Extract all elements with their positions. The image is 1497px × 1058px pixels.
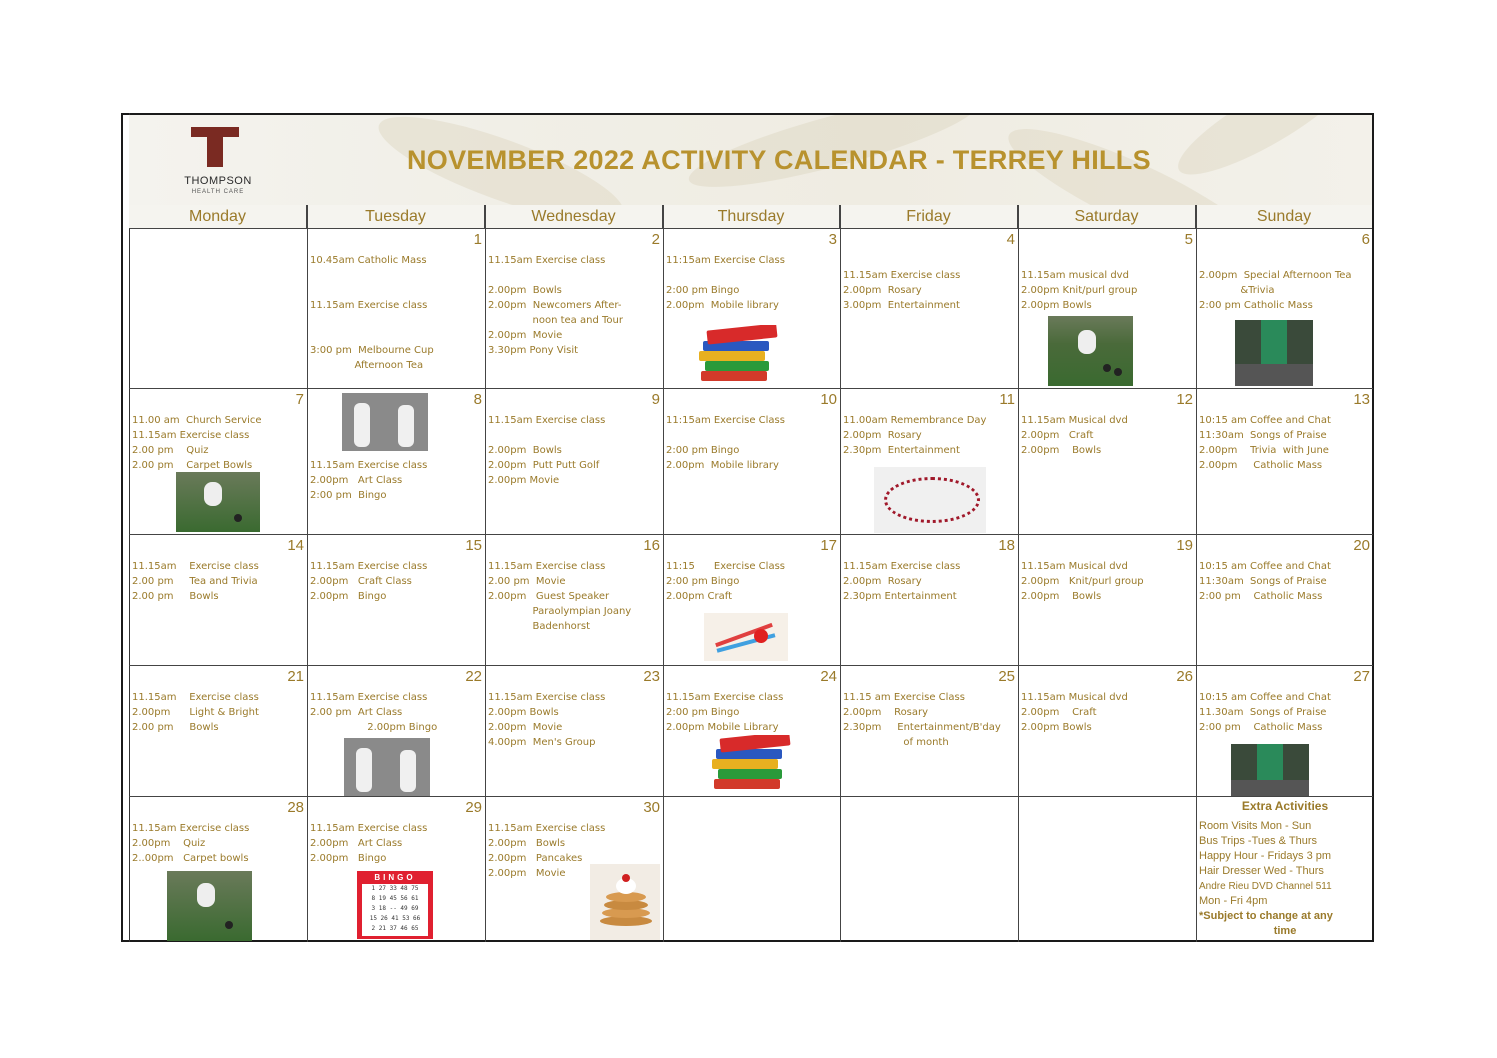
- day-cell: [1197, 535, 1373, 665]
- extra-activity-item: Bus Trips -Tues & Thurs: [1199, 835, 1317, 847]
- day-activities: 2.00pm Special Afternoon Tea &Trivia 2:00 pm Catholic Mass: [1199, 270, 1352, 311]
- exercise-image: [344, 738, 430, 796]
- day-activities: 11.15am Exercise class 2.00 pm Art Class 2.00pm Bingo: [310, 692, 438, 733]
- page-title: NOVEMBER 2022 ACTIVITY CALENDAR - TERREY HILLS: [407, 145, 1151, 175]
- day-number: 2: [651, 231, 660, 248]
- day-cell: [486, 535, 663, 665]
- day-activities: 11.15am Exercise class 2.00 pm Movie 2.00pm Guest Speaker Paraolympian Joany Badenhorst: [488, 561, 632, 632]
- bingo-row: 3 18 -- 49 69: [371, 905, 419, 912]
- day-number: 19: [1176, 537, 1193, 554]
- extra-activity-item: Hair Dresser Wed - Thurs: [1199, 865, 1324, 877]
- day-number: 12: [1176, 391, 1193, 408]
- extra-activity-item: time: [1273, 925, 1297, 937]
- day-number: 22: [465, 668, 482, 685]
- day-cell: [1019, 666, 1196, 796]
- day-number: 21: [287, 668, 304, 685]
- bingo-row: 2 21 37 46 65: [371, 925, 419, 932]
- day-activities: 11.00am Remembrance Day 2.00pm Rosary 2.30pm Entertainment: [843, 415, 987, 456]
- bingo-row: 8 19 45 56 61: [371, 895, 419, 902]
- exercise-image: [342, 393, 428, 451]
- church-image: [1235, 320, 1313, 386]
- day-activities: 10:15 am Coffee and Chat 11:30am Songs of Praise 2.00pm Trivia with June 2.00pm Catholic Mass: [1199, 415, 1331, 471]
- day-cell: [1197, 389, 1373, 534]
- weekday-sunday: Sunday: [1256, 208, 1312, 225]
- day-cell: [130, 229, 307, 388]
- day-number: 28: [287, 799, 304, 816]
- books-image: [710, 735, 792, 795]
- extra-activity-item: Andre Rieu DVD Channel 511: [1199, 881, 1332, 892]
- day-number: 11: [999, 391, 1015, 408]
- day-number: 30: [643, 799, 660, 816]
- logo-name: THOMPSON: [184, 175, 252, 187]
- day-cell: [841, 666, 1018, 796]
- day-cell: [841, 535, 1018, 665]
- day-cell: [130, 535, 307, 665]
- pancakes-image: [590, 864, 660, 940]
- day-cell: [664, 797, 840, 942]
- day-number: 14: [287, 537, 304, 554]
- day-activities: 11.15 am Exercise Class 2.00pm Rosary 2.30pm Entertainment/B'day of month: [843, 692, 1001, 748]
- day-number: 4: [1006, 231, 1015, 248]
- day-cell: [841, 797, 1018, 942]
- weekday-wednesday: Wednesday: [485, 205, 663, 228]
- day-activities: 11.15am Exercise class 2.00pm Rosary 2.30pm Entertainment: [843, 561, 961, 602]
- day-activities: 11.15am Exercise class 2.00pm Bowls 2.00pm Newcomers After- noon tea and Tour 2.00pm Movie 3.30pm Pony Visit: [488, 255, 623, 356]
- day-activities: 10:15 am Coffee and Chat 11:30am Songs of Praise 2:00 pm Catholic Mass: [1199, 561, 1331, 602]
- weekday-tuesday: Tuesday: [307, 205, 485, 228]
- day-activities: 11.15am Exercise class 2.00pm Bowls 2.00pm Pancakes 2.00pm Movie: [488, 823, 606, 879]
- day-activities: 11.00 am Church Service 11.15am Exercise class 2.00 pm Quiz 2.00 pm Carpet Bowls: [132, 415, 262, 471]
- day-cell: [486, 389, 663, 534]
- extra-activity-item: Mon - Fri 4pm: [1199, 895, 1268, 907]
- day-number: 27: [1353, 668, 1370, 685]
- extra-activities-box: [1197, 797, 1373, 942]
- day-cell: [130, 666, 307, 796]
- weekday-thursday: Thursday: [663, 205, 840, 228]
- day-cell: [308, 535, 485, 665]
- day-activities: 11.15am Exercise class 2.00pm Bowls 2.00pm Putt Putt Golf 2.00pm Movie: [488, 415, 606, 486]
- day-cell: [1019, 797, 1196, 942]
- day-number: 8: [473, 391, 482, 408]
- day-cell: [664, 389, 840, 534]
- day-activities: 11.15am Exercise class 2.00 pm Tea and Trivia 2.00 pm Bowls: [132, 561, 259, 602]
- day-number: 20: [1353, 537, 1370, 554]
- weekday-saturday: Saturday: [1018, 205, 1196, 228]
- day-cell: [841, 229, 1018, 388]
- day-number: 26: [1176, 668, 1193, 685]
- day-activities: 11.15am Exercise class 2.00pm Bowls 2.00pm Movie 4.00pm Men's Group: [488, 692, 606, 748]
- day-number: 10: [820, 391, 837, 408]
- thompson-logo: [173, 125, 263, 201]
- weekday-friday: Friday: [840, 205, 1018, 228]
- day-cell: [1019, 535, 1196, 665]
- day-activities: 11.15am Exercise class 2.00pm Art Class 2:00 pm Bingo: [310, 460, 428, 501]
- rosary-image: [874, 467, 986, 533]
- day-cell: [486, 666, 663, 796]
- logo-subtitle: HEALTH CARE: [191, 189, 245, 195]
- day-activities: 11.15am Exercise class 2.00pm Quiz 2..00pm Carpet bowls: [132, 823, 250, 864]
- day-number: 24: [820, 668, 837, 685]
- day-activities: 11.15am Exercise class 2.00pm Art Class 2.00pm Bingo: [310, 823, 428, 864]
- day-number: 13: [1353, 391, 1370, 408]
- bowls-image: [167, 871, 252, 941]
- extra-activity-item: *Subject to change at any: [1199, 910, 1333, 922]
- day-number: 1: [473, 231, 482, 248]
- day-activities: 10.45am Catholic Mass 11.15am Exercise class 3:00 pm Melbourne Cup Afternoon Tea: [310, 255, 434, 371]
- extra-activity-item: Happy Hour - Fridays 3 pm: [1199, 850, 1332, 862]
- day-cell: [308, 229, 485, 388]
- day-activities: 11.15am Musical dvd 2.00pm Craft 2.00pm Bowls: [1021, 415, 1128, 456]
- weekday-header-row: [129, 205, 1372, 229]
- day-number: 5: [1184, 231, 1193, 248]
- day-activities: 11.15am Exercise class 2.00pm Craft Class 2.00pm Bingo: [310, 561, 428, 602]
- calendar-banner: [129, 115, 1372, 206]
- bowls-image: [1048, 316, 1133, 386]
- day-number: 23: [643, 668, 660, 685]
- day-activities: 10:15 am Coffee and Chat 11.30am Songs of Praise 2:00 pm Catholic Mass: [1199, 692, 1331, 733]
- extra-activities-title: Extra Activities: [1241, 799, 1329, 813]
- bingo-row: 1 27 33 48 75: [371, 885, 419, 892]
- day-number: 17: [820, 537, 837, 554]
- day-activities: 11.15am Musical dvd 2.00pm Craft 2.00pm Bowls: [1021, 692, 1128, 733]
- church-image: [1231, 744, 1309, 796]
- bingo-row: 15 26 41 53 66: [369, 915, 421, 922]
- extra-activities: [1199, 799, 1371, 939]
- bingo-card-image: [357, 871, 433, 939]
- extra-activity-item: Room Visits Mon - Sun: [1199, 820, 1312, 832]
- day-number: 29: [465, 799, 482, 816]
- day-number: 16: [643, 537, 660, 554]
- day-activities: 11:15am Exercise Class 2:00 pm Bingo 2.00pm Mobile library: [666, 415, 785, 471]
- day-cell: [486, 229, 663, 388]
- day-activities: 11:15am Exercise Class 2:00 pm Bingo 2.00pm Mobile library: [666, 255, 785, 311]
- left-margin-strip: [121, 113, 130, 942]
- books-image: [697, 325, 779, 387]
- day-activities: 11.15am Exercise class 2.00pm Rosary 3.00pm Entertainment: [843, 270, 961, 311]
- day-number: 9: [651, 391, 660, 408]
- day-number: 18: [998, 537, 1015, 554]
- day-number: 7: [295, 391, 304, 408]
- craft-image: [704, 613, 788, 661]
- day-number: 25: [998, 668, 1015, 685]
- day-number: 6: [1361, 231, 1370, 248]
- weekday-monday: Monday: [129, 205, 307, 228]
- day-activities: 11:15 Exercise Class 2:00 pm Bingo 2.00pm Craft: [666, 561, 785, 602]
- day-activities: 11.15am Exercise class 2:00 pm Bingo 2.00pm Mobile Library: [666, 692, 784, 733]
- day-activities: 11.15am Exercise class 2.00pm Light & Bright 2.00 pm Bowls: [132, 692, 259, 733]
- day-number: 3: [828, 231, 837, 248]
- bowls-image: [176, 472, 260, 532]
- bingo-card-label: BINGO: [374, 873, 416, 882]
- day-activities: 11.15am musical dvd 2.00pm Knit/purl group 2.00pm Bowls: [1021, 270, 1138, 311]
- day-activities: 11.15am Musical dvd 2.00pm Knit/purl group 2.00pm Bowls: [1021, 561, 1144, 602]
- day-number: 15: [465, 537, 482, 554]
- day-cell: [1019, 389, 1196, 534]
